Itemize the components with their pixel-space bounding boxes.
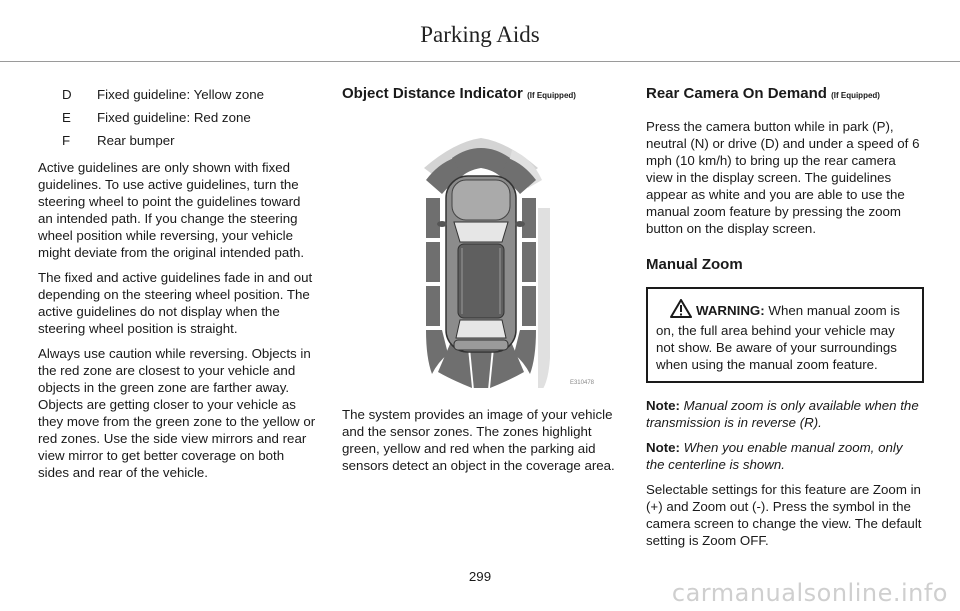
middle-column: [342, 84, 620, 482]
paragraph-system-description: The system provides an image of your vehicle and the sensor zones. The zones highlight green, yellow and red when the parking aid sensors detect an object in the coverage area.: [342, 407, 615, 473]
right-side-zone-3: [522, 286, 536, 326]
paragraph-fade: The fixed and active guidelines fade in and out depending on the steering wheel position. The active guidelines do not display when the steering wheel position is straight.: [38, 270, 313, 336]
rear-corner-outer-right: [538, 358, 550, 388]
paragraph-camera-button: Press the camera button while in park (P), neutral (N) or drive (D) and under a speed of 6 mph (10 km/h) to bring up the rear camera view in the display screen. The guidelines appear as white and you are able to use the manual zoom feature by pressing the zoom button on the display screen.: [646, 119, 920, 236]
note-centerline: [646, 439, 924, 473]
note-reverse: [646, 397, 924, 431]
legend-item-e: [38, 109, 318, 126]
legend-item-f: [38, 132, 318, 149]
vehicle-roof: [458, 244, 504, 318]
page-number: 299: [468, 569, 492, 584]
left-side-zone-1: [426, 198, 440, 238]
header-rule: [0, 61, 960, 62]
note-text: Manual zoom is only available when the transmission is in reverse (R).: [646, 398, 919, 430]
legend-list: [38, 86, 318, 149]
legend-letter: F: [62, 133, 71, 148]
right-side-outer-zone: [538, 208, 550, 358]
watermark: carmanualsonline.info: [671, 579, 948, 607]
legend-text: Fixed guideline: Red zone: [97, 110, 251, 125]
vehicle-rear-bumper: [454, 340, 508, 350]
legend-text: Rear bumper: [97, 133, 175, 148]
page-header-title: Parking Aids: [420, 22, 540, 47]
vehicle-hood: [452, 180, 510, 220]
legend-text: Fixed guideline: Yellow zone: [97, 87, 265, 102]
heading-text: Rear Camera On Demand: [646, 85, 827, 102]
right-column: [646, 84, 924, 557]
manual-zoom-heading: Manual Zoom: [646, 256, 743, 273]
warning-box: [646, 287, 924, 383]
note-text: When you enable manual zoom, only the centerline is shown.: [646, 440, 903, 472]
heading-text: Object Distance Indicator: [342, 85, 523, 102]
vehicle-windshield: [454, 222, 508, 242]
paragraph-active-guidelines: Active guidelines are only shown with fixed guidelines. To use active guidelines, turn the steering wheel to point the guidelines toward an intended path. If you change the steering wheel position while reversing, your vehicle might deviate from the original intended path.: [38, 160, 305, 260]
object-distance-heading: [342, 84, 620, 106]
paragraph-zoom-settings: Selectable settings for this feature are Zoom in (+) and Zoom out (-). Press the symbol in the camera screen to change the view. The default setting is Zoom OFF.: [646, 482, 922, 548]
vehicle-rear-window: [456, 320, 506, 338]
note-label: Note:: [646, 398, 680, 413]
note-label: Note:: [646, 440, 680, 455]
mirror-left: [437, 221, 447, 227]
heading-if-equipped: (If Equipped): [831, 91, 880, 100]
left-side-zone-2: [426, 242, 440, 282]
legend-item-d: [38, 86, 318, 103]
left-side-zone-3: [426, 286, 440, 326]
figure-code: E310478: [569, 380, 594, 386]
paragraph-caution: Always use caution while reversing. Objects in the red zone are closest to your vehicle and objects in the green zone are farther away. Objects are getting closer to your vehicle as they move from the green zone to the yellow or red zones. Use the side view mirrors and rear view mirror to get better coverage on both sides and rear of the vehicle.: [38, 346, 316, 480]
sensor-zone-figure: [342, 118, 620, 388]
right-side-zone-1: [522, 198, 536, 238]
rear-zone-center: [470, 348, 492, 388]
sensor-zone-illustration: [342, 118, 620, 388]
rear-camera-heading: [646, 84, 924, 106]
legend-letter: E: [62, 110, 71, 125]
legend-letter: D: [62, 87, 72, 102]
warning-label: WARNING:: [696, 303, 765, 318]
heading-if-equipped: (If Equipped): [527, 91, 576, 100]
right-side-zone-2: [522, 242, 536, 282]
mirror-right: [515, 221, 525, 227]
left-column: [38, 84, 318, 489]
warning-text: When manual zoom is on, the full area behind your vehicle may not show. Be aware of your surroundings when using the manual zoom feature.: [656, 303, 900, 372]
warning-triangle-icon: [670, 299, 692, 322]
